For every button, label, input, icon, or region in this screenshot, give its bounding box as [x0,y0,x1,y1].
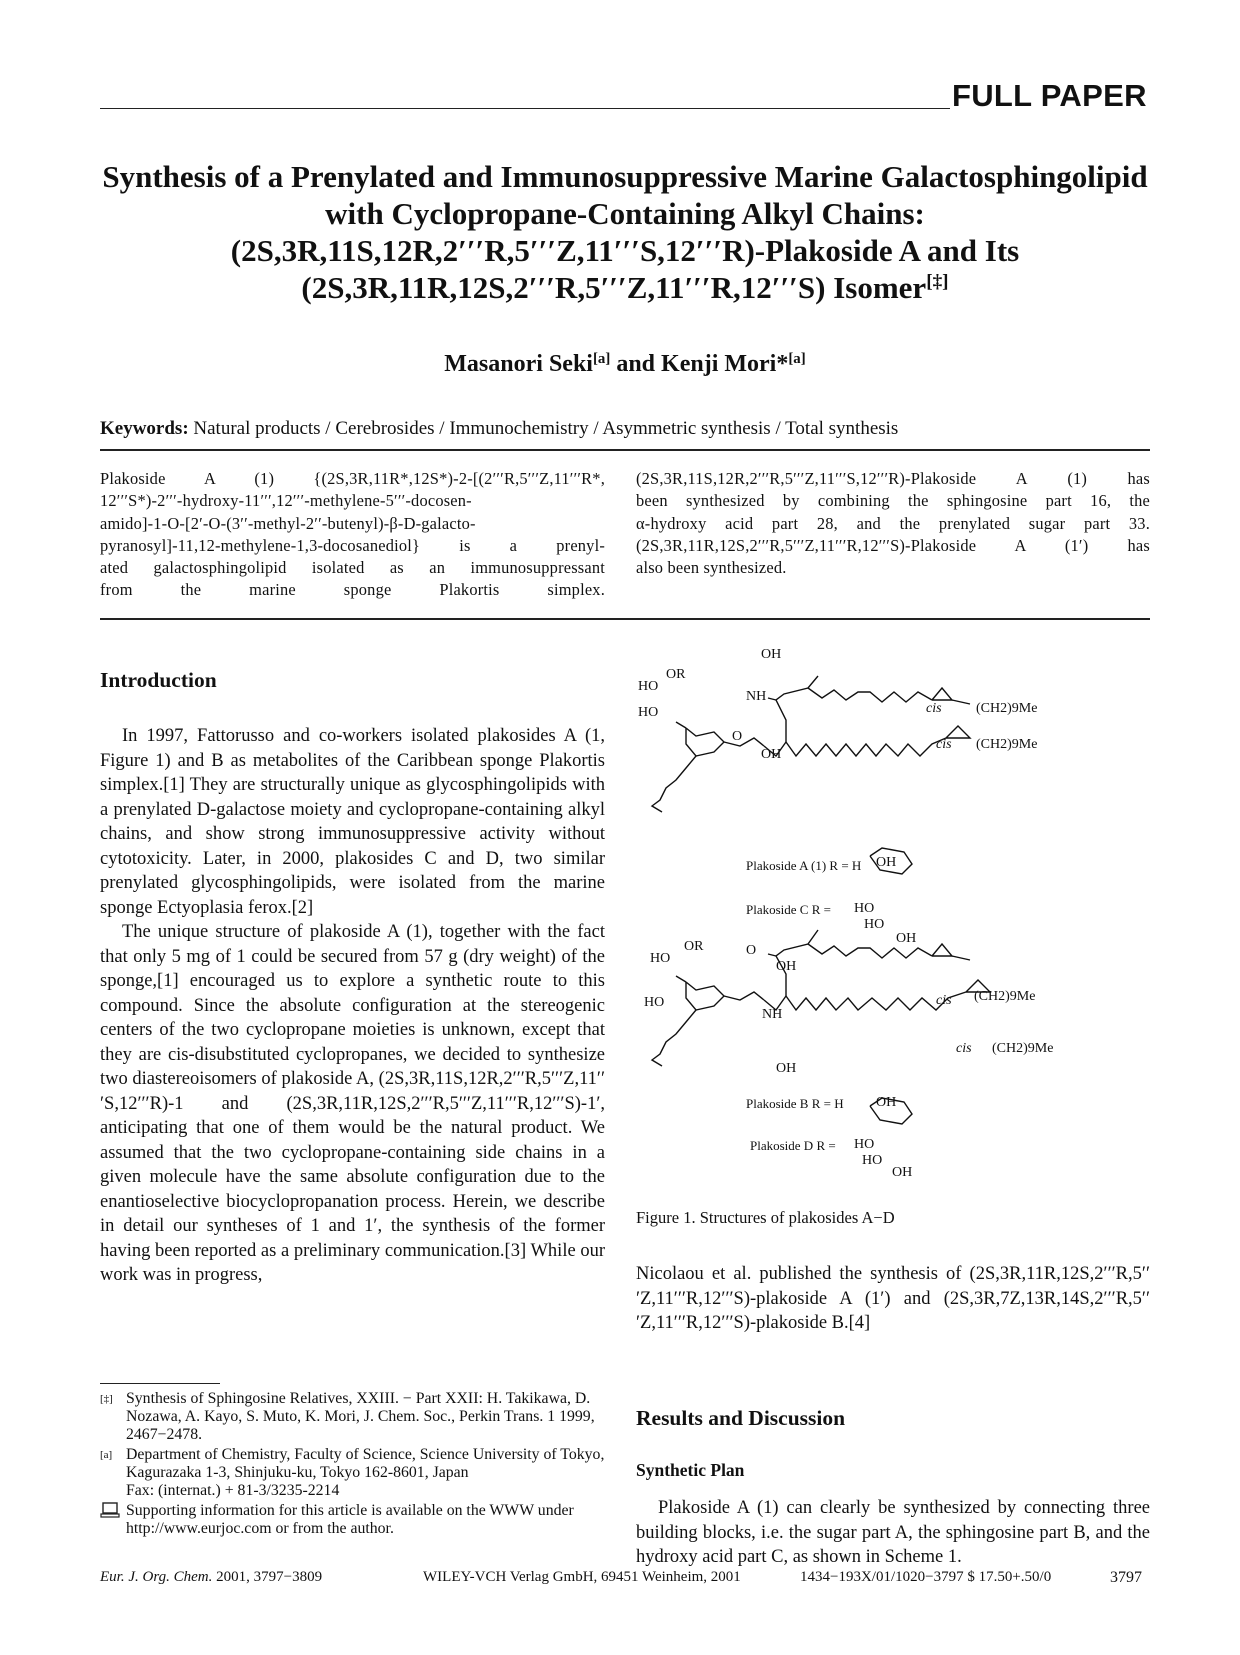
label-chain: (CH2)9Me [974,989,1036,1004]
label-oh: OH [776,959,797,974]
abstract-left-line: 12′′′S*)-2′′′-hydroxy-11′′′,12′′′-methylene-5′′′-docosen- [100,491,472,511]
label-ho: HO [864,917,885,932]
title-line-4-text: (2S,3R,11R,12S,2′′′R,5′′′Z,11′′′R,12′′′S) Isomer [301,270,927,305]
author-1: Masanori Seki [444,351,593,377]
title-line-4 [100,269,1150,306]
article-type-label: FULL PAPER [952,78,1147,113]
label-o: O [732,729,743,744]
label-oh: OH [761,747,782,762]
footnote-3 [100,1502,605,1538]
title-line-2: with Cyclopropane-Containing Alkyl Chains: [325,196,925,231]
label-o: O [746,943,757,958]
supporting-info-text: Supporting information for this article is available on the WWW under http://www.eurjoc.com or from the author. [126,1502,574,1537]
synthetic-plan-heading: Synthetic Plan [636,1460,745,1480]
footnote-1-mark: [‡] [100,1393,113,1405]
footer-citation [100,1569,322,1586]
label-or: OR [684,939,704,954]
abstract-left-line: amido]-1-O-[2′-O-(3′′-methyl-2′′-butenyl)-β-D-galacto- [100,513,476,533]
introduction-body [100,724,605,1288]
abstract-right-line: (2S,3R,11S,12R,2′′′R,5′′′Z,11′′′S,12′′′R)-Plakoside A (1) has [636,469,1150,488]
affiliation-line-2: Kagurazaka 1-3, Shinjuku-ku, Tokyo 162-8601, Japan [126,1464,469,1481]
label-oh: OH [892,1165,913,1180]
nicolaou-paragraph: Nicolaou et al. published the synthesis of (2S,3R,11R,12S,2′′′R,5′′′Z,11′′′R,12′′′S)-plakoside A (1′) and (2S,3R,7Z,13R,14S,2′′′R,5′′′Z,11′′′R,12′′′S)-plakoside B.[4] [636,1264,1150,1333]
introduction-heading: Introduction [100,668,217,692]
synthetic-plan-block [636,1496,1150,1570]
abstract-right-line: been synthesized by combining the sphingosine part 16, the [636,491,1150,511]
abstract-right-line: also been synthesized. [636,558,787,578]
label-or: OR [666,667,686,682]
label-oh: OH [876,1095,897,1110]
author-list [100,351,1150,378]
footnote-2 [100,1446,605,1500]
label-ho: HO [638,679,659,694]
abstract-left-line: pyranosyl]-11,12-methylene-1,3-docosanediol} is a prenyl- [100,535,605,555]
abstract-top-rule [100,449,1150,451]
label-nh: NH [762,1007,783,1022]
label-nh: NH [746,689,767,704]
label-ho: HO [854,901,875,916]
footnotes [100,1390,605,1540]
abstract-right-line: α-hydroxy acid part 28, and the prenylated sugar part 33. [636,513,1150,533]
label-plakoside-b: Plakoside B R = H [746,1096,844,1111]
header-rule [100,108,950,109]
author-2: Kenji Mori* [661,351,789,377]
author-2-affiliation: [a] [788,350,806,367]
figure-1-structures [636,647,1166,1180]
label-oh: OH [876,855,897,870]
abstract-left [100,468,605,602]
author-1-affiliation: [a] [592,350,611,367]
label-plakoside-c: Plakoside C R = [746,902,831,917]
label-ho: HO [650,951,671,966]
keywords-label: Keywords: [100,418,189,439]
abstract-left-line: ated galactosphingolipid isolated as an immunosuppressant [100,558,605,578]
keywords [100,418,898,440]
title-footnote-mark: [‡] [926,271,949,293]
footer-publisher: WILEY-VCH Verlag GmbH, 69451 Weinheim, 2001 [423,1569,741,1585]
title-line-1: Synthesis of a Prenylated and Immunosuppressive Marine Galactosphingolipid [102,159,1148,194]
title-line-3: (2S,3R,11S,12R,2′′′R,5′′′Z,11′′′S,12′′′R)-Plakoside A and Its [230,233,1020,268]
label-chain: (CH2)9Me [976,737,1038,752]
synthetic-plan-paragraph: Plakoside A (1) can clearly be synthesized by connecting three building blocks, i.e. the sugar part A, the sphingosine part B, and the hydroxy acid part C, as shown in Scheme 1. [636,1498,1150,1567]
label-ho: HO [854,1137,875,1152]
label-cis: cis [936,737,952,752]
label-ho: HO [638,705,659,720]
abstract-right [636,468,1150,579]
footnote-rule [100,1383,220,1384]
computer-icon [100,1502,120,1524]
introduction-paragraph-2: The unique structure of plakoside A (1), together with the fact that only 5 mg of 1 could be secured from 57 g (dry weight) of the sponge,[1] encouraged us to explore a synthetic route to this compound. Since the absolute configuration at the stereogenic centers of the two cyclopropane moieties is unknown, except that they are cis-disubstituted cyclopropanes, we decided to synthesize two diastereoisomers of plakoside A, (2S,3R,11S,12R,2′′′R,5′′′Z,11′′′S,12′′′R)-1 and (2S,3R,11R,12S,2′′′R,5′′′Z,11′′′R,12′′′S)-1′, anticipating that one of them would be the natural product. We assumed that the two cyclopropane-containing side chains in a given molecule have the same absolute configuration due to the enantioselective biocyclopropanation process. Herein, we describe in detail our syntheses of 1 and 1′, the synthesis of the former having been reported as a preliminary communication.[3] While our work was in progress, [100,922,605,1285]
label-chain: (CH2)9Me [976,701,1038,716]
abstract-left-line: Plakoside A (1) {(2S,3R,11R*,12S*)-2-[(2′′′R,5′′′Z,11′′′R*, [100,469,605,488]
results-heading: Results and Discussion [636,1406,846,1430]
abstract-right-line: (2S,3R,11R,12S,2′′′R,5′′′Z,11′′′R,12′′′S)-Plakoside A (1′) has [636,535,1150,555]
footer-journal: Eur. J. Org. Chem. [100,1569,213,1585]
label-cis: cis [926,701,942,716]
keywords-text: Natural products / Cerebrosides / Immunochemistry / Asymmetric synthesis / Total synthesis [193,418,899,439]
label-oh: OH [776,1061,797,1076]
footer-issn: 1434−193X/01/1020−3797 $ 17.50+.50/0 [800,1569,1052,1585]
label-plakoside-d: Plakoside D R = [750,1138,836,1153]
author-conjunction: and [616,351,656,377]
label-cis: cis [936,993,952,1008]
introduction-paragraph-1: In 1997, Fattorusso and co-workers isolated plakosides A (1, Figure 1) and B as metabolites of the Caribbean sponge Plakortis simplex.[1] They are structurally unique as glycosphingolipids with a prenylated D-galactose moiety and cyclopropane-containing alkyl chains, and show strong immunosuppressive activity without cytotoxicity. Later, in 2000, plakosides C and D, two similar prenylated glycosphingolipids, were isolated from the marine sponge Ectyoplasia ferox.[2] [100,726,605,918]
structure-plakoside-a-c [652,676,970,812]
label-ho: HO [862,1153,883,1168]
label-cis: cis [956,1041,972,1056]
page-number: 3797 [1110,1569,1142,1586]
label-ho: HO [644,995,665,1010]
footer-citation-text: 2001, 3797−3809 [216,1569,323,1585]
label-oh: OH [896,931,917,946]
footnote-1 [100,1390,605,1444]
affiliation-line-3: Fax: (internat.) + 81-3/3235-2214 [126,1482,340,1499]
abstract-left-line: from the marine sponge Plakortis simplex. [100,580,605,600]
affiliation-line-1: Department of Chemistry, Faculty of Science, Science University of Tokyo, [126,1446,605,1463]
nicolaou-paragraph-block [636,1262,1150,1336]
label-chain: (CH2)9Me [992,1041,1054,1056]
footnote-1-text: Synthesis of Sphingosine Relatives, XXIII. − Part XXII: H. Takikawa, D. Nozawa, A. Kayo, S. Muto, K. Mori, J. Chem. Soc., Perkin Trans. 1 1999, 2467−2478. [126,1390,595,1443]
abstract-bottom-rule [100,618,1150,620]
figure-1-caption: Figure 1. Structures of plakosides A−D [636,1208,895,1227]
footnote-2-mark: [a] [100,1449,113,1461]
article-title [100,158,1150,306]
label-oh: OH [761,647,782,662]
label-plakoside-a: Plakoside A (1) R = H [746,858,862,873]
